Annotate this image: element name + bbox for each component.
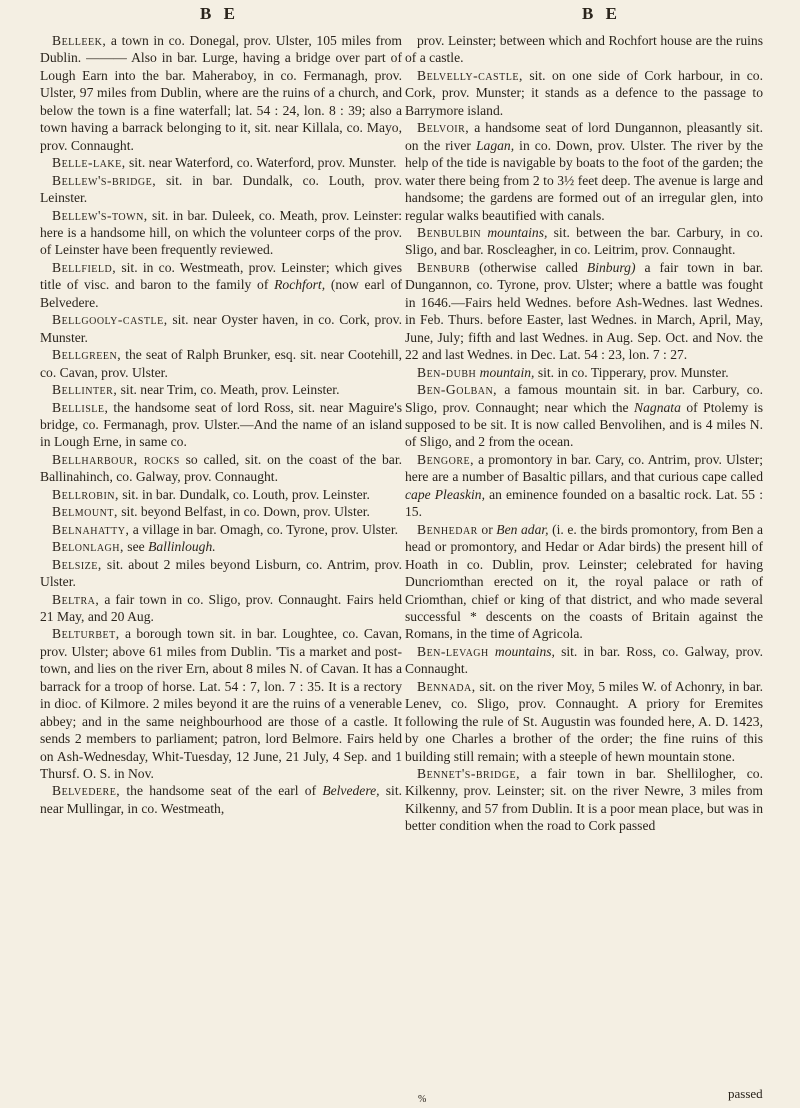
- entry-headword: Bellew's-town,: [52, 207, 148, 223]
- entry-text: sit. in bar. Duleek, co. Meath, prov. Leinster: here is a handsome hill, on which the volunteer corps of the prov. of Leinster have been frequently reviewed.: [40, 207, 402, 258]
- entry-headword: Belonlagh,: [52, 539, 124, 555]
- gazetteer-entry: [40, 556, 402, 591]
- gazetteer-entry: [405, 119, 763, 224]
- entry-headword: Beltra,: [52, 591, 100, 607]
- entry-headword: Belvedere,: [52, 783, 121, 799]
- entry-italic: Belvedere,: [322, 783, 380, 799]
- gazetteer-entry: [40, 207, 402, 259]
- entry-text: see: [123, 539, 149, 555]
- catchword: passed: [728, 1086, 763, 1101]
- entry-text: a village in bar. Omagh, co. Tyrone, prov. Ulster.: [129, 521, 399, 537]
- gazetteer-entry: [40, 172, 402, 207]
- gazetteer-entry: [405, 451, 763, 521]
- entry-headword: Benburb: [417, 259, 471, 275]
- entry-text: a fair town in bar. Dungannon, co. Tyrone, prov. Ulster; where a battle was fought in 1646.—Fairs held Wednes. before Ash-Wednes. last Wednes. in Feb. Thurs. before Easter, last Wednes. in March, April, May, June, July; fifth and last Wednes. in Aug. Sep. Oct. and Nov. the 22 and last Wednes. in Dec. Lat. 54 : 23, lon. 7 : 27.: [405, 259, 764, 363]
- entry-text: sit. in co. Tipperary, prov. Munster.: [534, 364, 729, 380]
- entry-text: a fair town in bar. Shellilogher, co. Kilkenny, prov. Leinster; sit. on the river Newre, 3 miles from Kilkenny, and 57 from Dublin. It is a poor mean place, but was in better condition when the road to Cork passed: [405, 766, 763, 834]
- gazetteer-entry: [40, 399, 402, 451]
- gazetteer-entry: [405, 765, 763, 835]
- entry-headword: Belsize,: [52, 556, 102, 572]
- entry-text: a famous mountain sit. in bar. Carbury, co. Sligo, prov. Connaught; near which the: [405, 382, 763, 415]
- entry-text: sit. in bar. Ross, co. Galway, prov. Connaught.: [405, 643, 763, 677]
- gazetteer-entry: [40, 521, 402, 538]
- gazetteer-entry: [405, 521, 763, 643]
- gazetteer-entry: [405, 643, 763, 678]
- gazetteer-entry: [40, 154, 402, 171]
- gazetteer-entry: [40, 486, 402, 503]
- gazetteer-entry: [40, 503, 402, 520]
- entry-text: sit. beyond Belfast, in co. Down, prov. Ulster.: [117, 504, 370, 520]
- entry-text: in co. Down, prov. Ulster. The river by the help of the tide is navigable by boats to the foot of the garden; the water there being from 2 to 3½ feet deep. The avenue is large and handsome; the gardens are formed out of an irregular glen, into regular walks beautified with canals.: [405, 137, 763, 223]
- entry-text: sit. on the river Moy, 5 miles W. of Achonry, in bar. Lenev, co. Sligo, prov. Connaught. A priory for Eremites following the rule of St. Augustin was founded here, A. D. 1423, by one Charles a brother of the order; the fine ruins of this building still remain; with a steeple of hewn mountain stone.: [405, 678, 763, 764]
- entry-text: the handsome seat of lord Ross, sit. near Maguire's bridge, co. Fermanagh, prov. Ulster.—And the name of an island in Lough Erne, in same co.: [40, 399, 402, 450]
- entry-text: sit. on one side of Cork harbour, in co. Cork, prov. Munster; it stands as a defence to the passage to Barrymore island.: [405, 67, 763, 118]
- entry-text: sit. between the bar. Carbury, in co. Sligo, and bar. Roscleagher, in co. Leitrim, prov. Connaught.: [405, 224, 763, 258]
- entry-italic: cape Pleaskin,: [405, 486, 485, 502]
- entry-headword: Bellfield,: [52, 259, 117, 275]
- gazetteer-entry: [405, 259, 763, 364]
- entry-text: sit. about 2 miles beyond Lisburn, co. Antrim, prov. Ulster.: [40, 556, 402, 590]
- entry-italic: mountains,: [494, 643, 555, 659]
- entry-headword: Belvoir,: [417, 120, 470, 136]
- entry-italic: Ben adar,: [496, 521, 549, 537]
- entry-text: an eminence founded on a basaltic rock. Lat. 55 : 15.: [405, 486, 763, 520]
- left-column: [40, 32, 402, 817]
- entry-headword: Benbulbin: [417, 224, 482, 240]
- entry-headword: Bellgooly-castle,: [52, 312, 168, 328]
- entry-italic: Lagan,: [475, 137, 515, 153]
- entry-headword: Benhedar: [417, 521, 478, 537]
- entry-headword: Belnahatty,: [52, 521, 130, 537]
- entry-text: the handsome seat of the earl of: [120, 783, 323, 799]
- entry-headword: Bennet's-bridge,: [417, 766, 520, 782]
- entry-text: (i. e. the birds promontory, from Ben a head or promontory, and Hedar or Adar birds) the present hill of Hoath in co. Dublin, prov. Leinster; celebrated for having Duncriomthan erected on it, the royal palace or rath of Criomthan, chief or king of that district, and who made several successful * descents on the coasts of Britain against the Romans, in the time of Agricola.: [405, 521, 763, 642]
- entry-text: sit. near Mullingar, in co. Westmeath,: [40, 783, 402, 816]
- signature-mark: %: [418, 1094, 427, 1105]
- entry-headword: Belvelly-castle,: [417, 67, 523, 83]
- entry-italic: Rochfort,: [274, 277, 326, 293]
- entry-headword: Bennada,: [417, 678, 476, 694]
- entry-italic: mountain,: [479, 364, 535, 380]
- entry-italic: Binburg): [586, 259, 636, 275]
- entry-headword: Belle-lake,: [52, 155, 126, 171]
- entry-text: a fair town in co. Sligo, prov. Connaught. Fairs held 21 May, and 20 Aug.: [40, 591, 402, 624]
- gazetteer-entry: [40, 451, 402, 486]
- entry-text: sit. in bar. Dundalk, co. Louth, prov. Leinster.: [118, 486, 370, 502]
- entry-headword: Bellgreen,: [52, 347, 122, 363]
- entry-text: (now earl of Belvedere.: [40, 277, 403, 310]
- entry-italic: Ballinlough.: [148, 539, 216, 555]
- header-left: B E: [200, 4, 239, 23]
- entry-text: sit. in co. Westmeath, prov. Leinster; which gives title of visc. and baron to the family of: [40, 259, 402, 293]
- gazetteer-entry: [405, 381, 763, 451]
- entry-headword: Ben-Golban,: [417, 382, 498, 398]
- entry-text: a borough town sit. in bar. Loughtee, co. Cavan, prov. Ulster; above 61 miles from Dublin. 'Tis a market and post-town, and lies on the river Ern, about 8 miles N. of Cavan. It has a barrack for a troop of horse. Lat. 54 : 7, lon. 7 : 35. It is a rectory in dioc. of Kilmore. 2 miles beyond it are the ruins of a venerable abbey; and in the same neighbourhood are those of a castle. It sends 2 members to parliament; patron, lord Belmore. Fairs held on Ash-Wednesday, Whit-Tuesday, 12 June, 21 July, 4 Sep. and 1 Thursf. O. S. in Nov.: [40, 626, 402, 782]
- entry-text: the seat of Ralph Brunker, esq. sit. near Cootehill, co. Cavan, prov. Ulster.: [40, 347, 402, 380]
- gazetteer-entry: [40, 591, 402, 626]
- header-right: B E: [582, 4, 621, 23]
- gazetteer-entry: [40, 381, 402, 398]
- entry-headword: Bellrobin,: [52, 486, 119, 502]
- entry-headword: Bellinter,: [52, 382, 118, 398]
- entry-headword: Belmount,: [52, 504, 118, 520]
- gazetteer-entry: [405, 364, 763, 381]
- entry-headword: Belturbet,: [52, 626, 120, 642]
- entry-italic: mountains,: [487, 224, 548, 240]
- gazetteer-entry: [405, 224, 763, 259]
- entry-text: sit. in bar. Dundalk, co. Louth, prov. Leinster.: [40, 172, 402, 206]
- gazetteer-entry: [405, 67, 763, 119]
- entry-text: sit. near Oyster haven, in co. Cork, prov. Munster.: [40, 312, 402, 345]
- entry-text: (otherwise called: [470, 259, 587, 275]
- entry-headword: Belleek,: [52, 33, 107, 48]
- gazetteer-entry: [40, 346, 402, 381]
- entry-text: a town in co. Donegal, prov. Ulster, 105 miles from Dublin. ——— Also in bar. Lurge, having a bridge over part of Lough Earn into the bar. Maheraboy, in co. Fermanagh, prov. Ulster, 97 miles from Dublin, where are the ruins of a church, and below the town is a fine waterfall; lat. 54 : 24, lon. 8 : 39; also a town having a barrack belonging to it, sit. near Killala, co. Mayo, prov. Connaught.: [40, 33, 402, 153]
- entry-text: a handsome seat of lord Dungannon, pleasantly sit. on the river: [405, 120, 763, 153]
- gazetteer-entry: [405, 678, 763, 765]
- entry-italic: Nagnata: [634, 399, 681, 415]
- entry-text: sit. near Waterford, co. Waterford, prov. Munster.: [125, 155, 397, 171]
- entry-headword: Bellisle,: [52, 399, 109, 415]
- entry-text: sit. near Trim, co. Meath, prov. Leinster.: [117, 382, 340, 398]
- gazetteer-entry: [40, 538, 402, 555]
- entry-text: or: [477, 521, 497, 537]
- gazetteer-entry: [40, 311, 402, 346]
- right-column: [405, 32, 763, 835]
- gazetteer-entry: [405, 32, 763, 67]
- entry-text: a promontory in bar. Cary, co. Antrim, prov. Ulster; here are a number of Basaltic pillars, and that curious cape called: [405, 451, 763, 485]
- entry-headword: Bengore,: [417, 451, 475, 467]
- entry-text: of Ptolemy is supposed to be sit. It is now called Benvolihen, and is 4 miles N. of Sligo, and 2 from the ocean.: [405, 399, 763, 450]
- gazetteer-entry: [40, 782, 402, 817]
- running-header: [0, 4, 800, 28]
- entry-headword: Ben-dubh: [417, 364, 477, 380]
- entry-headword: Bellew's-bridge,: [52, 172, 157, 188]
- entry-text: prov. Leinster; between which and Rochfort house are the ruins of a castle.: [405, 33, 763, 66]
- entry-headword: Ben-levagh: [417, 643, 489, 659]
- gazetteer-entry: [40, 259, 402, 311]
- entry-text: so called, sit. on the coast of the bar. Ballinahinch, co. Galway, prov. Connaught.: [40, 451, 402, 485]
- entry-headword: Bellharbour, rocks: [52, 451, 180, 467]
- gazetteer-entry: [40, 32, 402, 154]
- gazetteer-entry: [40, 625, 402, 782]
